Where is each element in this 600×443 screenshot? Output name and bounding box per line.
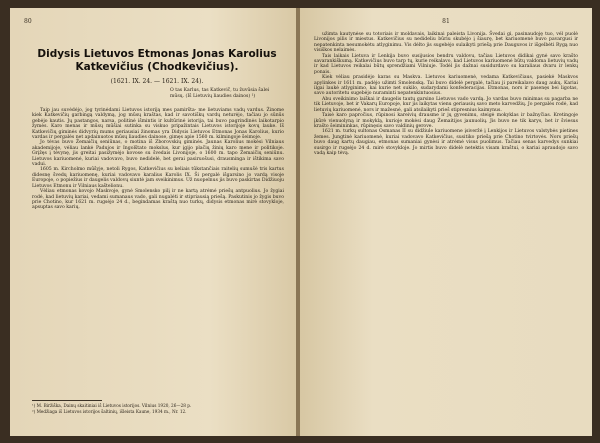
paragraph: 1621 m. turkų sultonas Osmanas II su didžiule kariuomene įsiveržė į Lenkijos ir Lietuvos valstybės pietines žemes. Jungtinė kariuomenė, kuriai vadovavo Katkevičius, susitiko priešą prie Chotino tvirtovės. Nors priešų buvo daug kartų daugiau, etmonas sumaniai gynėsi ir atrėmė visus puolimus. Tačiau senas karvedys sunkiai susirgo ir rugsėjo 24 d. mirė stovykloje. Jo mirtis buvo didelė netektis visam kraštui, o kariai apraudojo savo vadą kaip tėvą. — [314, 129, 578, 156]
paragraph: Taisė karo papročius, rūpinosi kareivių drausme ir jų gyvenimu, steigė mokyklas ir bažnyčias. Kretingoje įkūrė vienuolyną ir mokyklą, kurioje mokėsi daug Žemaitijos jaunuolių. Jis buvo ne tik karys, bet ir šviesus krašto šeimininkas, rūpinęsis savo valdinių gerove. — [314, 113, 578, 129]
right-page — [300, 8, 592, 436]
right-body-column — [314, 32, 578, 156]
left-body-column — [32, 108, 284, 211]
paragraph: Jo tėvas buvo Žemaičių seniūnas, o motina iš Zborovskių giminės. Jaunas Karolius mokėsi Vilniaus akademijoje, vėliau lankė Padujos ir Ingolštato mokslus, kur įgijo plačių žinių karo mene ir politikoje. Grįžęs į tėvynę, jis greitai pasižymėjo kovose su švedais Livonijoje, o 1600 m. tapo Žemaičių seniūnu. Lietuvos kariuomenė, kuriai vadovavo, buvo nedidelė, bet gerai pasiruošusi, drausminga ir ištikima savo vadui. — [32, 140, 284, 168]
page-number: 80 — [24, 18, 32, 25]
footnotes — [32, 403, 284, 415]
paragraph: 1605 m. Kircholmo mūšyje, netoli Rygos, Katkevičius su keliais tūkstančiais raitelių sumušė tris kartus didesnę švedų kariuomenę, kuriai vadovavo karalius Karolis IX. Ši pergalė išgarsino jo vardą visoje Europoje, o popiežius ir daugelis valdovų siuntė jam sveikinimus. Už nuopelnus jis buvo paskirtas Didžiuoju Lietuvos Etmonu ir Vilniaus kaštelionu. — [32, 167, 284, 189]
left-page — [10, 8, 296, 436]
page-number: 81 — [442, 18, 450, 25]
footnote: ²) Medžiaga iš Lietuvos istorijos šaltinių, išleista Kaune, 1934 m., Nr. 12. — [32, 409, 187, 414]
paragraph: Tais laikais Lietuva ir Lenkija buvo susijusios bendru valdovu, tačiau Lietuvos didikai gynė savo krašto savarankiškumą. Katkevičius buvo tarp tų, kurie reikalavo, kad Lietuvos kariuomenė būtų valdoma lietuvių vadų ir kad Lietuvos reikalai būtų sprendžiami Vilniuje. Todėl jis dažnai susidurdavo su karaliaus dvaru ir lenkų ponais. — [314, 53, 578, 75]
paragraph: Taip jau suvėdėjo, jog tyrinėdami Lietuvos istoriją mes pamiršta- me lietuviams vadų vardus. Žinome kiek Katkevičių garbingą valdymą, jog mūsų kraštas, kad ir savotiškų vardų neturėjo, tačiau jo sūnūs gebėjo kautis. Jų pastangos, narsa, politinė išmintis ir kultūrinė istorija, tai buvo pagrindinės laikotarpio žymės. Karo menas ir mūsų mūšiai sutinka su viskuo pripažintais Lietuvos istorijoje kovų lauke. Iš Katkevičių giminės didvyrių mums geriausiai žinomas yra Didysis Lietuvos Etmonas Jonas Karolius, kurio vardas ir pergalės net apdainuotos mūsų liaudies dainose, gimęs apie 1560 m. kilmingoje šeimoje. — [32, 108, 284, 141]
paragraph: užimta kautynėse su totoriais ir moldavais, laikinai paleista Livonija. Švedai gi, pasinaudoję tuo, vėl puolė Livonijos pilis ir miestus. Katkevičius su nedideliu būriu skubėjo į šiaurę, bet kariuomenė buvo pavargusi ir nepatenkinta nesumokėtu atlyginimu. Vis dėlto jis sugebėjo sulaikyti priešą prie Dauguvos ir išgelbėti Rygą nuo visiškos nelaimės. — [314, 32, 578, 54]
paragraph: Abu sveikinimo laiškai ir daugelis tautų garsino Lietuvos vado vardą. Jo vardas buvo minimas su pagarba ne tik Lietuvoje, bet ir Vakarų Europoje, kur jis laikytas vienu geriausių savo meto karvedžių. Jo pergalės rodė, kad lietuvių kariuomenė, nors ir mažesnė, gali atsilaikyti prieš stipresnius kaimynus. — [314, 96, 578, 113]
epigraph: O tas Karlus, tas Katkevič, tu žuvūsia šalei mūsų. (Iš Lietuvių liaudies dainos) ¹) — [170, 88, 270, 99]
article-dates: (1621. IX. 24. — 1621. IX. 24). — [110, 78, 204, 85]
footnote: ¹) M. Biržiška, Dainų skaitiniai iš Lietuvos istorijos. Vilnius 1920, 26—28 p. — [32, 403, 192, 408]
article-title: Didysis Lietuvos Etmonas Jonas Karolius Katkevičius (Chodkevičius). — [37, 48, 277, 73]
paragraph: Kiek vėliau prasidėjo karas su Maskva. Lietuvos kariuomenė, vedama Katkevičiaus, pasiekė Maskvos apylinkes ir 1611 m. padėjo užimti Smolenską. Tai buvo didelė pergalė, tačiau ji pareikalavo daug aukų. Kariai ilgai laukė atlyginimo, kai kurie net sukilo, sudarydami konfederacijas. Etmonas, nors ir pasenęs bei ligotas, savo autoritetu sugebėjo nuraminti nepatenkintuosius. — [314, 75, 578, 97]
paragraph: Vėliau etmonas kovojo Maskvoje, gynė Smolensko pilį ir ne kartą atrėmė priešų antpuolius. Jo žygiai rodė, kad lietuvių kariai, vedami sumanaus vado, gali nugalėti ir stipriausią priešą. Paskutinis jo žygis buvo prie Chotino, kur 1621 m. rugsėjo 24 d., begindamas kraštą nuo turkų, didysis etmonas mirė stovykloje, apsuptas savo karių. — [32, 189, 284, 211]
footnote-rule — [32, 400, 102, 401]
